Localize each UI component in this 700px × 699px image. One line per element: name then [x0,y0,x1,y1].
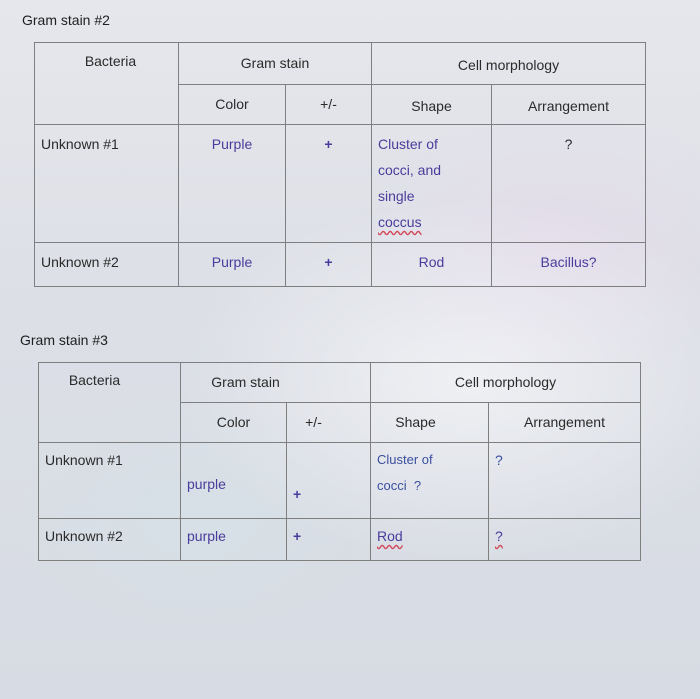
shape-line: cocci, and [378,162,442,178]
shape-line: Cluster of [378,136,438,152]
row-color-cell: purple [181,443,287,519]
header-plus-minus: +/- [287,403,371,443]
section-title-gram-stain-3: Gram stain #3 [20,332,108,348]
row-color-cell: Purple [179,125,286,243]
table-row [39,443,641,519]
row-plus-minus-cell: + [287,443,371,519]
row-plus-minus-cell: + [287,519,371,561]
row-name-cell: Unknown #1 [39,443,181,519]
row-plus-minus-cell: + [286,125,372,243]
row-arrangement-cell: ? [489,443,641,519]
row-name-cell: Unknown #1 [35,125,179,243]
row-shape-cell [372,125,492,243]
header-shape: Shape [372,85,492,125]
table-row [39,519,641,561]
header-arrangement: Arrangement [492,85,646,125]
gram-stain-3-table [38,362,641,561]
gram-stain-2-table [34,42,646,287]
header-bacteria: Bacteria [39,363,181,443]
header-gram-stain: Gram stain [179,43,372,85]
row-arrangement-cell: ? [492,125,646,243]
shape-line: coccus [378,214,422,230]
header-bacteria: Bacteria [35,43,179,125]
row-plus-minus-cell: + [286,243,372,287]
row-shape-cell [371,519,489,561]
row-name-cell: Unknown #2 [35,243,179,287]
row-shape-cell: Rod [372,243,492,287]
row-color-cell: Purple [179,243,286,287]
header-cell-morphology: Cell morphology [372,43,646,85]
row-shape-cell [371,443,489,519]
header-gram-stain: Gram stain [181,363,371,403]
table-row [35,125,646,243]
header-cell-morphology: Cell morphology [371,363,641,403]
arrangement-text: ? [495,528,503,544]
shape-line: cocci ? [377,478,422,493]
header-arrangement: Arrangement [489,403,641,443]
header-shape: Shape [371,403,489,443]
shape-line: single [378,188,415,204]
header-plus-minus: +/- [286,85,372,125]
header-color: Color [179,85,286,125]
header-color: Color [181,403,287,443]
row-arrangement-cell [489,519,641,561]
table-row [35,243,646,287]
section-title-gram-stain-2: Gram stain #2 [22,12,110,28]
row-color-cell: purple [181,519,287,561]
row-name-cell: Unknown #2 [39,519,181,561]
row-arrangement-cell: Bacillus? [492,243,646,287]
shape-text: Rod [377,528,403,544]
shape-line: Cluster of [377,452,433,467]
